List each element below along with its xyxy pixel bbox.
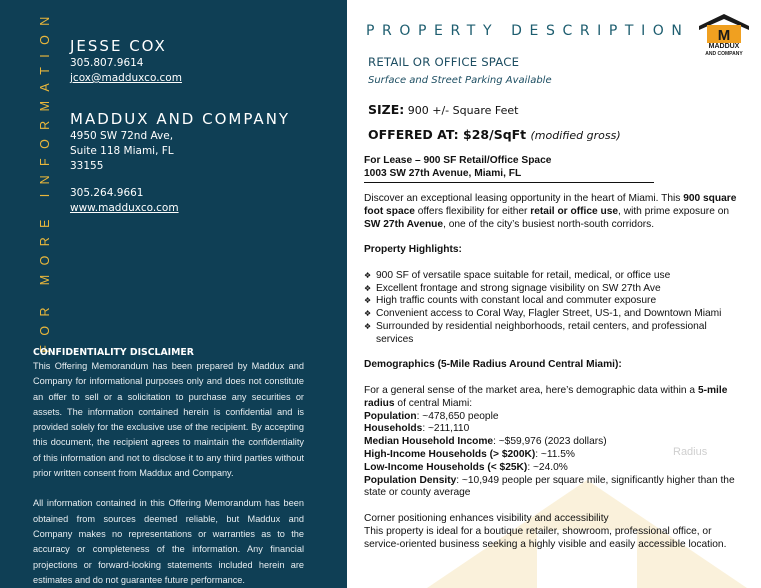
stat-row: High-Income Households (> $200K): ~11.5%	[364, 448, 575, 460]
logo-roof-icon	[695, 12, 753, 44]
address-line-1: 4950 SW 72nd Ave,	[70, 130, 174, 142]
logo-name: MADDUX	[708, 43, 740, 50]
disclaimer-paragraph-1: This Offering Memorandum has been prepared by Maddux and Company for informational purposes only and does not constitute an offer to sell or a solicitation to purchase any securities or assets. The information contained herein is confidential and is provided solely for the exclusive use of the recipient. By accepting this document, the recipient agrees to maintain the confidentiality of this information and not to disclose it to any third parties without prior written consent from Maddux and Company.	[33, 361, 304, 479]
disclaimer-title: CONFIDENTIALITY DISCLAIMER	[33, 347, 194, 358]
intro-paragraph: Discover an exceptional leasing opportunity in the heart of Miami. This 900 square foot space offers flexibility for either retail or office use, with prime exposure on SW 27th Avenue, one of the city’s busiest north-south corridors.	[364, 193, 737, 230]
description-body	[364, 193, 744, 551]
offered-label: OFFERED AT: $28/SqFt	[368, 127, 527, 142]
stat-row: Population Density: ~10,949 people per square mile, significantly higher than the state or county average	[364, 474, 735, 499]
offered-note: (modified gross)	[530, 129, 621, 142]
closing-line: Corner positioning enhances visibility and accessibility	[364, 512, 609, 524]
agent-phone[interactable]: 305.807.9614	[70, 57, 144, 69]
ghost-text: Radius	[673, 446, 708, 458]
page-title: PROPERTY DESCRIPTION	[366, 23, 690, 39]
size-value: 900 +/- Square Feet	[407, 104, 519, 117]
list-item: ❖ High traffic counts with constant local and commuter exposure	[364, 295, 744, 308]
size-label: SIZE:	[368, 102, 405, 117]
agent-name: JESSE COX	[70, 37, 167, 55]
address-zip: 33155	[70, 160, 104, 172]
lease-line-1: For Lease – 900 SF Retail/Office Space	[364, 155, 552, 166]
property-type: RETAIL OR OFFICE SPACE	[368, 55, 520, 69]
demographics-intro: For a general sense of the market area, here’s demographic data within a 5-mile radius of central Miami:	[364, 384, 728, 409]
closing-paragraph: This property is ideal for a boutique retailer, showroom, professional office, or service-oriented business seeking a highly visible and easily accessible location.	[364, 525, 727, 550]
confidentiality-disclaimer	[33, 347, 304, 588]
demographics-stats	[364, 411, 744, 501]
size-line	[368, 102, 518, 117]
contact-block	[70, 36, 330, 216]
lease-line-2: 1003 SW 27th Avenue, Miami, FL	[364, 168, 522, 179]
list-item: ❖ 900 SF of versatile space suitable for retail, medical, or office use	[364, 270, 744, 283]
logo-sub: AND COMPANY	[705, 51, 743, 57]
agent-email-link[interactable]: jcox@madduxco.com	[70, 72, 182, 84]
list-item: ❖ Surrounded by residential neighborhoods, retail centers, and professional services	[364, 321, 744, 347]
company-name: MADDUX AND COMPANY	[70, 110, 291, 128]
stat-row: Low-Income Households (< $25K): ~24.0%	[364, 461, 568, 473]
company-phone[interactable]: 305.264.9661	[70, 187, 144, 199]
vertical-heading-text: FOR MORE INFORMATION	[38, 7, 52, 353]
company-website-link[interactable]: www.madduxco.com	[70, 202, 179, 214]
stat-row: Households: ~211,110	[364, 423, 470, 435]
property-panel	[347, 0, 761, 588]
offered-line	[368, 127, 621, 142]
demographics-title: Demographics (5-Mile Radius Around Central Miami):	[364, 359, 622, 371]
logo-text	[695, 43, 753, 57]
parking-note: Surface and Street Parking Available	[368, 75, 552, 86]
company-logo	[695, 12, 753, 58]
lease-heading	[364, 154, 551, 180]
divider	[364, 182, 654, 183]
address-line-2: Suite 118 Miami, FL	[70, 145, 174, 157]
list-item: ❖ Excellent frontage and strong signage visibility on SW 27th Ave	[364, 283, 744, 296]
vertical-heading	[33, 7, 57, 353]
highlights-title: Property Highlights:	[364, 244, 462, 256]
stat-row: Median Household Income: ~$59,976 (2023 dollars)	[364, 436, 607, 448]
highlights-list	[364, 270, 744, 347]
list-item: ❖ Convenient access to Coral Way, Flagler Street, US-1, and Downtown Miami	[364, 308, 744, 321]
disclaimer-paragraph-2: All information contained in this Offering Memorandum has been obtained from sources deemed reliable, but Maddux and Company makes no representations or warranties as to the accuracy or completeness of the information. Any financial projections or forward-looking statements included herein are estimates and do not guarantee future performance.	[33, 498, 304, 585]
stat-row: Population: ~478,650 people	[364, 410, 499, 422]
contact-panel	[0, 0, 347, 588]
logo-letter: M	[717, 27, 731, 44]
